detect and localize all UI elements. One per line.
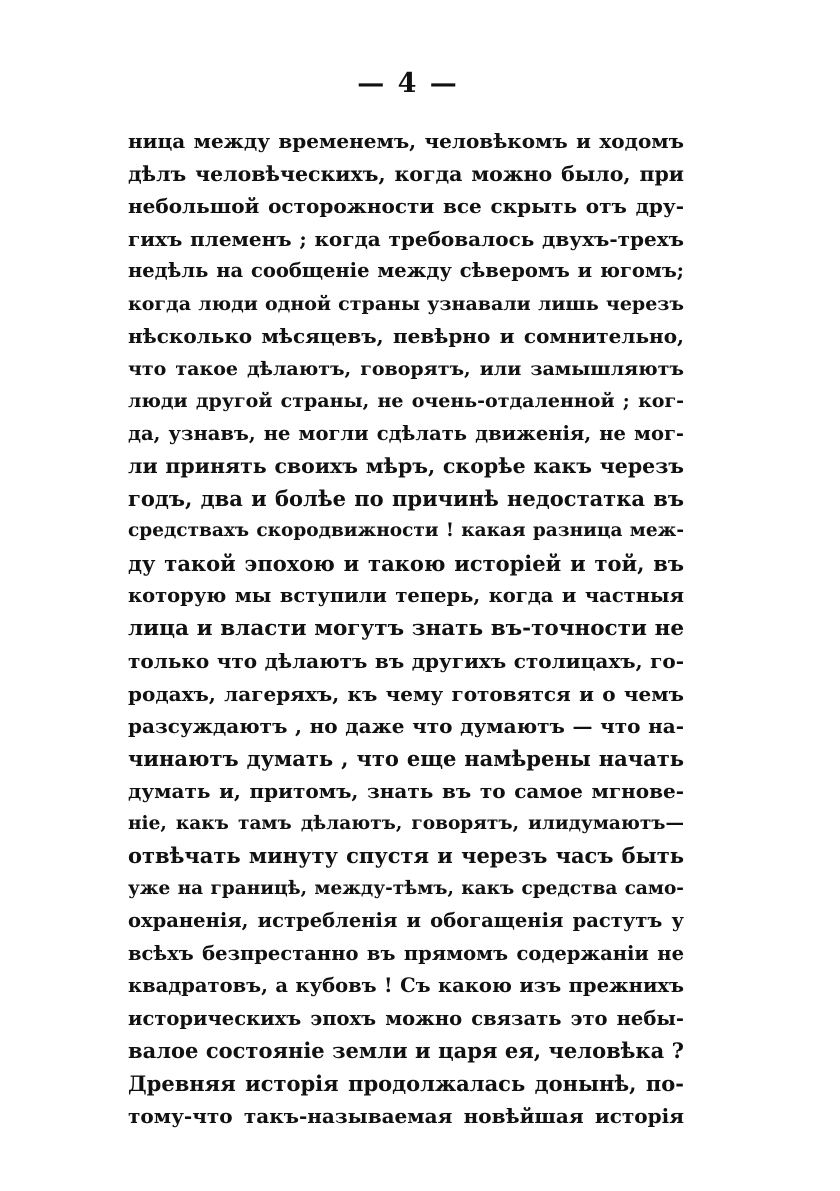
text-line: родахъ, лагеряхъ, къ чему готовятся и о чемъ: [128, 681, 684, 706]
text-line: ли принять своихъ мѣръ, скорѣе какъ черезъ: [128, 454, 684, 478]
text-line: гихъ племенъ ; когда требовалось двухъ-трехъ: [128, 226, 684, 251]
text-line: тому-что такъ-называемая новѣйшая исторія: [128, 1104, 684, 1128]
text-line: ница между временемъ, человѣкомъ и ходомъ: [128, 129, 684, 153]
text-line: думать и, притомъ, знать въ то самое мгнове-: [128, 779, 684, 803]
text-line: средствахъ скородвижности ! какая разница меж-: [128, 520, 684, 541]
text-line: ніе, какъ тамъ дѣлаютъ, говорятъ, илидумаютъ—: [128, 812, 684, 834]
text-line: квадратовъ, а кубовъ ! Съ какою изъ прежнихъ: [128, 974, 684, 997]
text-line: лица и власти могутъ знать въ-точности не: [128, 615, 684, 641]
text-line: уже на границѣ, между-тѣмъ, какъ средства само-: [128, 877, 684, 899]
text-line: Древняя исторія продолжалась донынѣ, по-: [128, 1070, 684, 1096]
text-line: годъ, два и болѣе по причинѣ недостатка въ: [128, 485, 684, 511]
text-line: только что дѣлаютъ въ другихъ столицахъ, го-: [128, 649, 684, 673]
text-line: ду такой эпохою и такою исторіей и той, въ: [128, 550, 684, 576]
text-line: небольшой осторожности все скрыть отъ дру-: [128, 194, 684, 218]
text-line: чинаютъ думать , что еще намѣрены начать: [128, 745, 684, 771]
text-line: недѣль на сообщеніе между сѣверомъ и югомъ;: [128, 259, 684, 282]
text-line: когда люди одной страны узнавали лишь черезъ: [128, 292, 684, 315]
text-line: да, узнавъ, не могли сдѣлать движенія, не мог-: [128, 421, 684, 445]
text-line: что такое дѣлаютъ, говорятъ, или замышляютъ: [128, 357, 684, 380]
text-line: люди другой страны, не очень-отдаленной ; ког-: [128, 390, 684, 412]
text-line: разсуждаютъ , но даже что думаютъ — что на-: [128, 714, 684, 738]
body-text: [128, 125, 684, 1133]
page-number: — 4 —: [357, 68, 459, 99]
text-line: которую мы вступили теперь, когда и частныя: [128, 584, 684, 607]
text-line: всѣхъ безпрестанно въ прямомъ содержаніи не: [128, 941, 684, 965]
text-line: историческихъ эпохъ можно связать это небы-: [128, 1006, 684, 1030]
text-line: валое состояніе земли и царя ея, человѣка ?: [128, 1038, 684, 1063]
text-line: нѣсколько мѣсяцевъ, певѣрно и сомнительно,: [128, 324, 684, 348]
text-line: дѣлъ человѣческихъ, когда можно было, при: [128, 161, 684, 186]
text-line: отвѣчать минуту спустя и черезъ часъ быть: [128, 843, 684, 868]
text-line: охраненія, истребленія и обогащенія растутъ у: [128, 909, 684, 932]
